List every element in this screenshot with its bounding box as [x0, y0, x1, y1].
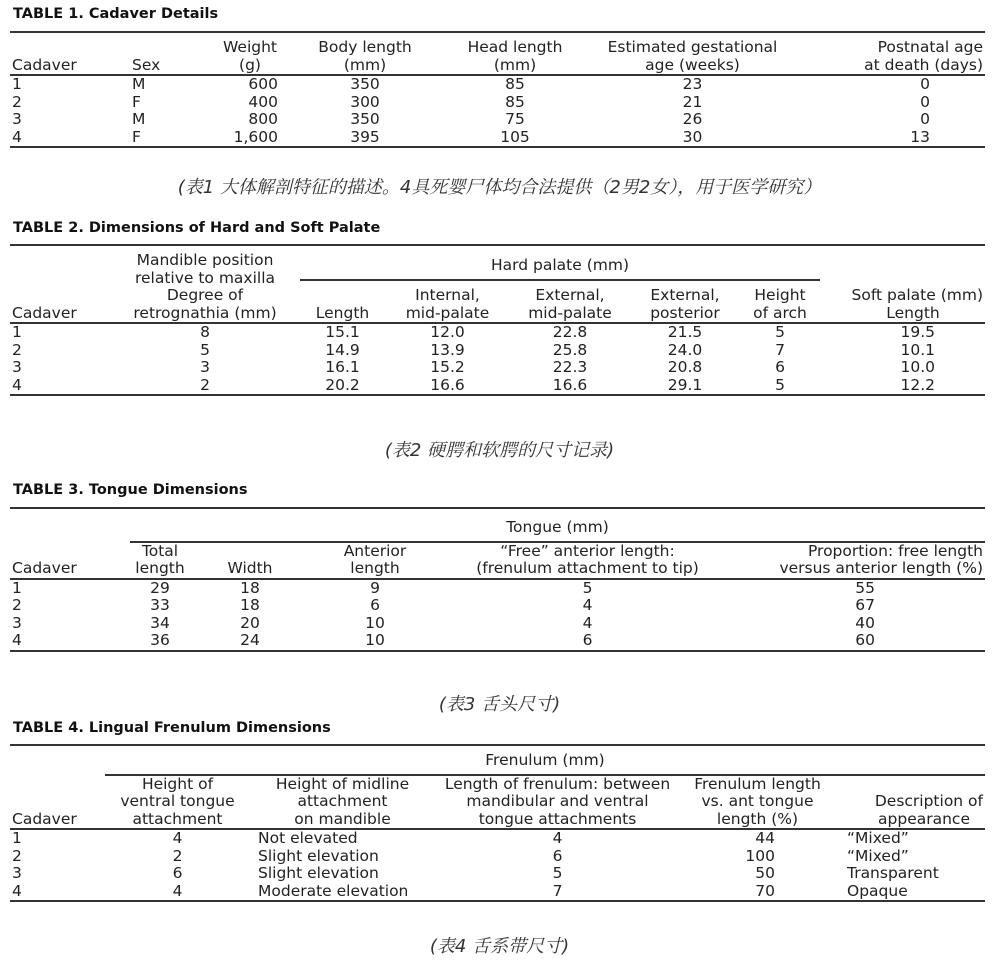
- cell-description: Opaque: [847, 881, 908, 900]
- cell-soft-palate: 12.2: [900, 375, 935, 394]
- cell-body-length: 350: [350, 110, 380, 128]
- cell-free-length: 4: [582, 613, 593, 632]
- cell-cadaver: 1: [12, 75, 22, 93]
- col-cadaver: Cadaver: [12, 303, 77, 322]
- col-internal-mid-palate: Internal, mid-palate: [405, 286, 490, 322]
- cell-sex: M: [132, 110, 146, 128]
- table-4-title: TABLE 4. Lingual Frenulum Dimensions: [13, 720, 331, 736]
- table-3-section: [10, 482, 985, 652]
- cell-frenulum-length: 7: [552, 881, 563, 900]
- table-2: [10, 244, 985, 396]
- table-row: [10, 848, 985, 866]
- cell-anterior-length: 9: [370, 578, 380, 597]
- cell-free-length: 5: [582, 578, 593, 597]
- col-body-length: Body length (mm): [318, 38, 412, 74]
- tongue-group-header: Tongue (mm): [130, 508, 985, 542]
- cell-description: “Mixed”: [847, 829, 909, 847]
- col-weight: Weight (g): [222, 38, 277, 74]
- cell-description: Transparent: [847, 864, 939, 882]
- cell-ventral-attachment: 4: [172, 829, 183, 847]
- table-row: [10, 359, 985, 377]
- cell-gestational-age: 30: [682, 127, 703, 146]
- cell-soft-palate: 19.5: [900, 323, 935, 341]
- col-total-length: Total length: [135, 541, 185, 577]
- cell-external-posterior: 20.8: [667, 358, 703, 376]
- cell-length: 14.9: [325, 340, 360, 359]
- col-soft-palate: Soft palate (mm) Length: [851, 286, 983, 322]
- cell-cadaver: 4: [12, 127, 22, 146]
- col-anterior-length: Anterior length: [343, 541, 407, 577]
- table-row: [10, 377, 985, 396]
- table-3-caption: (表3 舌头尺寸): [438, 694, 561, 715]
- cell-length: 20.2: [325, 375, 360, 394]
- col-description: Description of appearance: [874, 792, 983, 828]
- table-row: [10, 342, 985, 360]
- table-row: [10, 829, 985, 848]
- cell-internal: 16.6: [430, 375, 465, 394]
- cell-gestational-age: 23: [682, 75, 703, 93]
- cell-ventral-attachment: 2: [172, 846, 183, 865]
- cell-body-length: 395: [350, 127, 380, 146]
- cell-retrognathia: 3: [200, 358, 210, 376]
- cell-external-mid: 22.8: [552, 323, 588, 341]
- cell-internal: 15.2: [430, 358, 465, 376]
- cell-total-length: 29: [150, 578, 170, 597]
- cell-head-length: 75: [505, 110, 525, 128]
- cell-cadaver: 3: [12, 613, 22, 632]
- cell-length: 15.1: [325, 323, 360, 341]
- col-cadaver: Cadaver: [12, 809, 77, 828]
- cell-soft-palate: 10.0: [900, 358, 935, 376]
- col-free-anterior-length: “Free” anterior length: (frenulum attachment to tip): [476, 541, 699, 577]
- cell-frenulum-vs-tongue: 50: [755, 864, 775, 882]
- col-sex: Sex: [132, 55, 161, 74]
- cell-ventral-attachment: 4: [172, 881, 183, 900]
- col-frenulum-vs-tongue: Frenulum length vs. ant tongue length (%): [694, 774, 821, 828]
- cell-weight: 1,600: [233, 127, 278, 146]
- cell-midline-attachment: Slight elevation: [258, 864, 379, 882]
- table-2-group-header-row: [10, 245, 985, 280]
- col-cadaver: Cadaver: [12, 559, 77, 577]
- cell-arch: 6: [775, 358, 785, 376]
- cell-total-length: 36: [150, 631, 170, 649]
- frenulum-group-header: Frenulum (mm): [105, 745, 985, 775]
- cell-weight: 800: [248, 110, 278, 128]
- cell-internal: 13.9: [430, 340, 465, 359]
- table-row: [10, 632, 985, 651]
- cell-cadaver: 3: [12, 358, 22, 376]
- col-gestational-age: Estimated gestational age (weeks): [607, 38, 778, 74]
- cell-frenulum-vs-tongue: 70: [755, 881, 775, 900]
- cell-postnatal-age: 0: [920, 110, 930, 128]
- col-cadaver: Cadaver: [12, 55, 77, 74]
- col-external-posterior: External, posterior: [650, 286, 720, 322]
- cell-external-posterior: 21.5: [667, 323, 703, 341]
- cell-cadaver: 2: [12, 596, 22, 614]
- cell-width: 18: [240, 578, 260, 597]
- table-row: [10, 111, 985, 129]
- cell-cadaver: 4: [12, 881, 22, 900]
- cell-sex: F: [132, 92, 141, 111]
- col-postnatal-age: Postnatal age at death (days): [864, 38, 983, 74]
- cell-internal: 12.0: [430, 323, 465, 341]
- table-row: [10, 75, 985, 94]
- cell-gestational-age: 26: [682, 110, 703, 128]
- cell-midline-attachment: Slight elevation: [258, 846, 379, 865]
- col-midline-attachment: Height of midline attachment on mandible: [275, 774, 410, 828]
- cell-frenulum-length: 4: [552, 829, 563, 847]
- cell-external-mid: 25.8: [552, 340, 588, 359]
- cell-postnatal-age: 0: [920, 75, 930, 93]
- table-2-caption: (表2 硬腭和软腭的尺寸记录): [384, 440, 615, 461]
- hard-palate-group-header: Hard palate (mm): [300, 245, 820, 280]
- cell-anterior-length: 10: [365, 631, 385, 649]
- cell-width: 20: [240, 613, 260, 632]
- table-1-section: [10, 6, 985, 148]
- table-row: [10, 323, 985, 342]
- table-row: [10, 615, 985, 633]
- cell-ventral-attachment: 6: [172, 864, 183, 882]
- col-external-mid-palate: External, mid-palate: [528, 286, 612, 322]
- col-width: Width: [227, 559, 273, 577]
- cell-anterior-length: 10: [365, 613, 385, 632]
- cell-external-mid: 16.6: [552, 375, 588, 394]
- cell-frenulum-length: 6: [552, 846, 563, 865]
- cell-cadaver: 2: [12, 340, 22, 359]
- cell-soft-palate: 10.1: [900, 340, 935, 359]
- cell-midline-attachment: Moderate elevation: [258, 881, 409, 900]
- cell-weight: 600: [248, 75, 278, 93]
- cell-external-posterior: 24.0: [667, 340, 703, 359]
- cell-arch: 5: [775, 375, 785, 394]
- cell-weight: 400: [248, 92, 278, 111]
- table-1: [10, 31, 985, 148]
- cell-cadaver: 3: [12, 110, 22, 128]
- table-4: [10, 744, 985, 902]
- cell-retrognathia: 5: [200, 340, 210, 359]
- col-length: Length: [315, 303, 370, 322]
- cell-frenulum-vs-tongue: 100: [745, 846, 775, 865]
- cell-width: 18: [240, 596, 260, 614]
- table-4-section: [10, 720, 985, 902]
- col-retrognathia: Mandible position relative to maxilla Degree of retrognathia (mm): [133, 251, 277, 322]
- cell-cadaver: 1: [12, 829, 22, 847]
- cell-postnatal-age: 0: [920, 92, 930, 111]
- table-2-section: [10, 220, 985, 396]
- col-proportion: Proportion: free length versus anterior length (%): [779, 541, 983, 577]
- cell-cadaver: 1: [12, 578, 22, 597]
- cell-midline-attachment: Not elevated: [258, 829, 358, 847]
- cell-arch: 7: [775, 340, 785, 359]
- cell-anterior-length: 6: [370, 596, 380, 614]
- cell-retrognathia: 8: [200, 323, 210, 341]
- table-row: [10, 883, 985, 902]
- table-row: [10, 129, 985, 148]
- cell-cadaver: 4: [12, 631, 22, 649]
- table-2-title: TABLE 2. Dimensions of Hard and Soft Palate: [13, 220, 381, 236]
- cell-proportion: 67: [855, 596, 875, 614]
- table-3: [10, 507, 985, 652]
- col-head-length: Head length (mm): [467, 38, 563, 74]
- col-height-of-arch: Height of arch: [753, 286, 807, 322]
- col-frenulum-length: Length of frenulum: between mandibular and ventral tongue attachments: [444, 774, 671, 828]
- cell-gestational-age: 21: [682, 92, 703, 111]
- cell-cadaver: 3: [12, 864, 22, 882]
- cell-head-length: 85: [505, 75, 525, 93]
- table-4-group-header-row: [10, 745, 985, 775]
- cell-frenulum-vs-tongue: 44: [755, 829, 775, 847]
- cell-free-length: 4: [582, 596, 593, 614]
- table-row: [10, 579, 985, 598]
- cell-frenulum-length: 5: [552, 864, 563, 882]
- table-row: [10, 94, 985, 112]
- table-1-title: TABLE 1. Cadaver Details: [13, 6, 219, 22]
- table-1-caption: (表1 大体解剖特征的描述。4具死婴尸体均合法提供（2男2女），用于医学研究）: [177, 177, 822, 198]
- table-row: [10, 597, 985, 615]
- cell-proportion: 40: [855, 613, 875, 632]
- cell-length: 16.1: [325, 358, 360, 376]
- table-3-header-row: [10, 542, 985, 578]
- cell-body-length: 300: [350, 92, 380, 111]
- cell-width: 24: [240, 631, 260, 649]
- col-ventral-attachment: Height of ventral tongue attachment: [120, 774, 235, 828]
- cell-arch: 5: [775, 323, 785, 341]
- cell-total-length: 34: [150, 613, 170, 632]
- cell-free-length: 6: [582, 631, 593, 649]
- cell-cadaver: 2: [12, 92, 22, 111]
- cell-total-length: 33: [150, 596, 170, 614]
- cell-head-length: 85: [505, 92, 525, 111]
- cell-description: “Mixed”: [847, 846, 909, 865]
- cell-postnatal-age: 13: [910, 127, 930, 146]
- cell-proportion: 55: [855, 578, 875, 597]
- cell-proportion: 60: [855, 631, 875, 649]
- table-row: [10, 865, 985, 883]
- table-3-group-header-row: [10, 508, 985, 542]
- table-4-caption: (表4 舌系带尺寸): [429, 936, 570, 957]
- cell-body-length: 350: [350, 75, 380, 93]
- cell-head-length: 105: [500, 127, 530, 146]
- cell-sex: M: [132, 75, 146, 93]
- cell-retrognathia: 2: [200, 375, 210, 394]
- table-4-header-row: [10, 775, 985, 829]
- table-3-title: TABLE 3. Tongue Dimensions: [13, 482, 248, 498]
- cell-external-mid: 22.3: [552, 358, 588, 376]
- cell-sex: F: [132, 127, 141, 146]
- cell-cadaver: 1: [12, 323, 22, 341]
- cell-cadaver: 4: [12, 375, 22, 394]
- cell-external-posterior: 29.1: [667, 375, 703, 394]
- table-1-header-row: [10, 32, 985, 74]
- cell-cadaver: 2: [12, 846, 22, 865]
